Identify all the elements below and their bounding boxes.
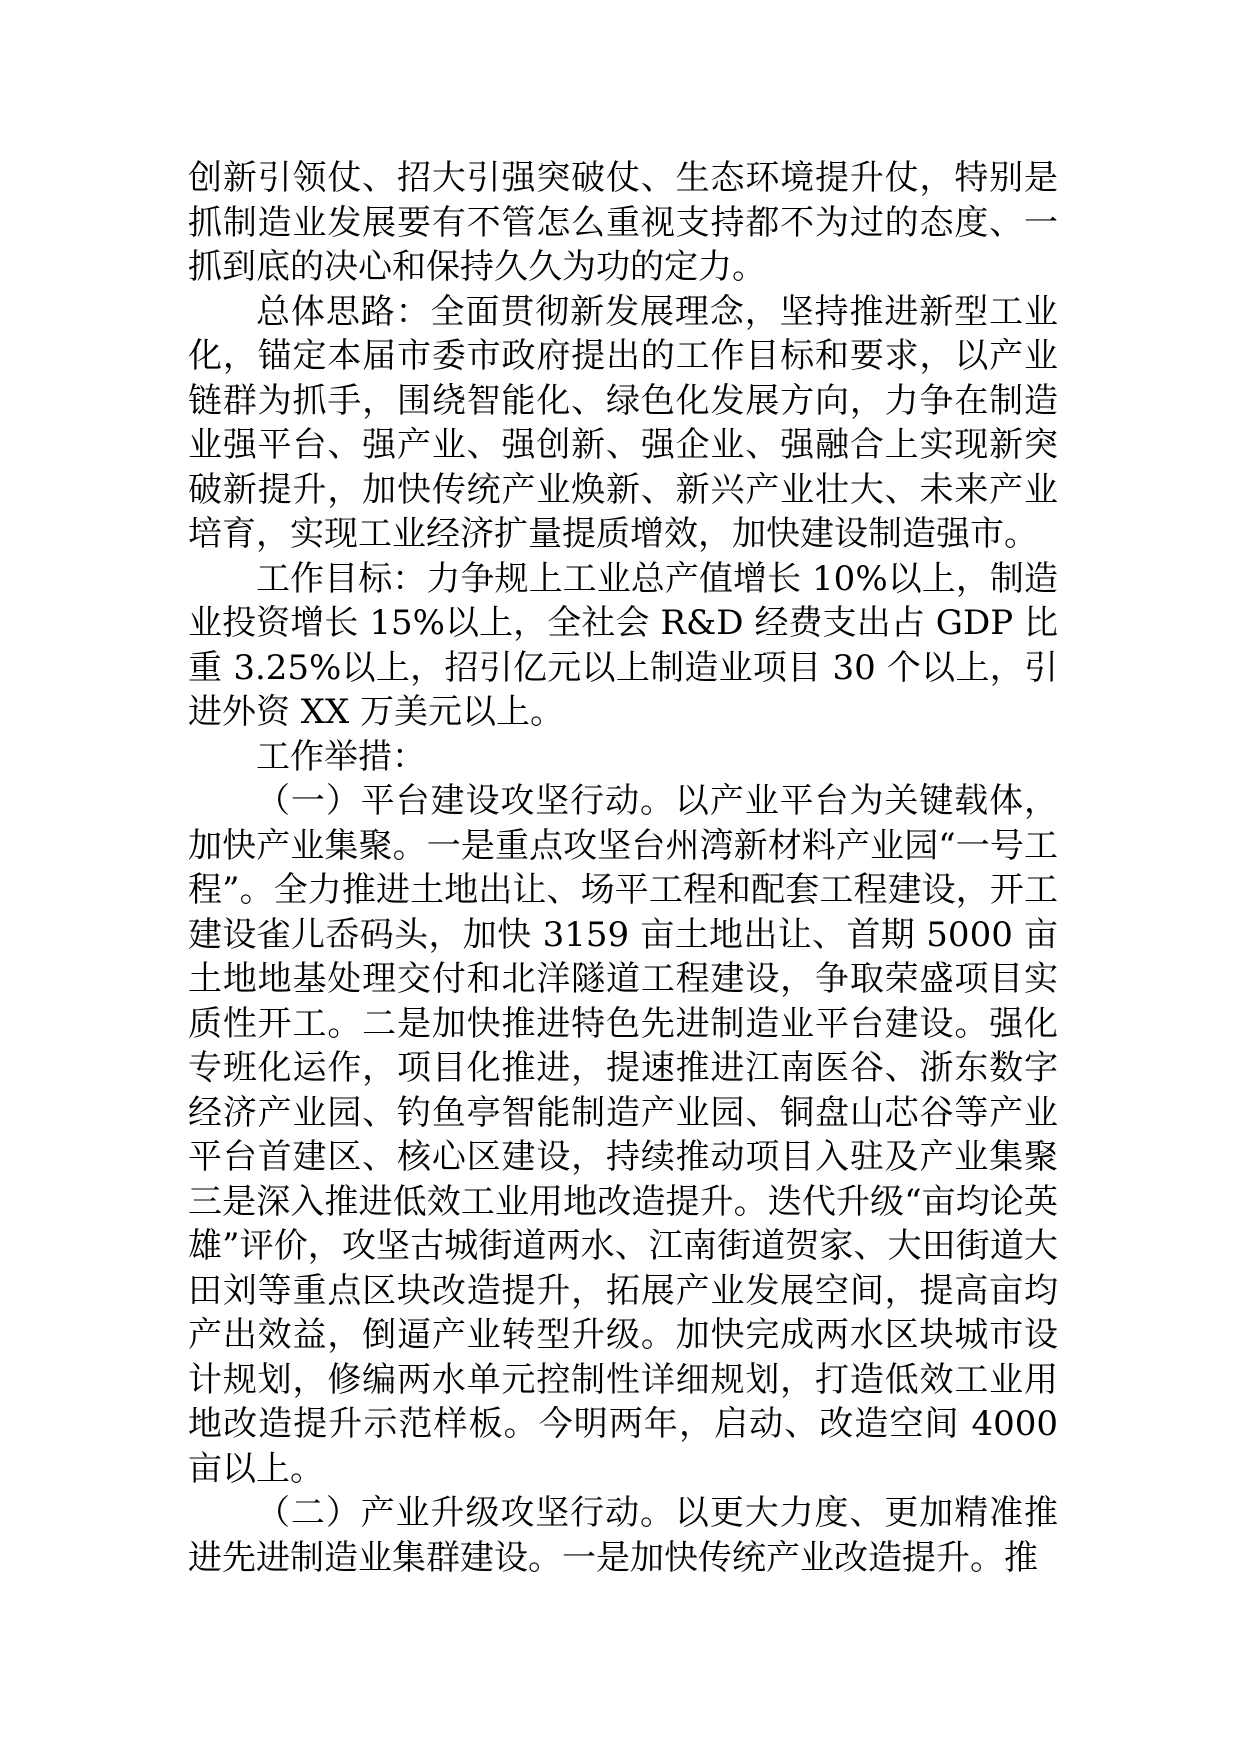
paragraph-work-goals: 工作目标：力争规上工业总产值增长 10%以上，制造业投资增长 15%以上，全社会 R&D 经费支出占 GDP 比重 3.25%以上，招引亿元以上制造业项目 30 个以上，引进外资 XX 万美元以上。 xyxy=(188,558,1058,732)
document-page xyxy=(188,156,1058,1580)
paragraph-measure-1: （一）平台建设攻坚行动。以产业平台为关键载体，加快产业集聚。一是重点攻坚台州湾新材料产业园“一号工程”。全力推进土地出让、场平工程和配套工程建设，开工建设雀儿岙码头，加快 3159 亩土地出让、首期 5000 亩土地地基处理交付和北洋隧道工程建设，争取荣盛项目实质性开工。二是加快推进特色先进制造业平台建设。强化专班化运作，项目化推进，提速推进江南医谷、浙东数字经济产业园、钓鱼亭智能制造产业园、铜盘山芯谷等产业平台首建区、核心区建设，持续推动项目入驻及产业集聚三是深入推进低效工业用地改造提升。迭代升级“亩均论英雄”评价，攻坚古城街道两水、江南街道贺家、大田街道大田刘等重点区块改造提升，拓展产业发展空间，提高亩均产出效益，倒逼产业转型升级。加快完成两水区块城市设计规划，修编两水单元控制性详细规划，打造低效工业用地改造提升示范样板。今明两年，启动、改造空间 4000 亩以上。 xyxy=(188,781,1058,1489)
paragraph-work-measures-heading: 工作举措： xyxy=(256,736,426,777)
paragraph-measure-2: （二）产业升级攻坚行动。以更大力度、更加精准推进先进制造业集群建设。一是加快传统产业改造提升。推 xyxy=(188,1493,1058,1578)
paragraph-overall-approach: 总体思路：全面贯彻新发展理念，坚持推进新型工业化，锚定本届市委市政府提出的工作目标和要求，以产业链群为抓手，围绕智能化、绿色化发展方向，力争在制造业强平台、强产业、强创新、强企业、强融合上实现新突破新提升，加快传统产业焕新、新兴产业壮大、未来产业培育，实现工业经济扩量提质增效，加快建设制造强市。 xyxy=(188,291,1058,554)
paragraph-intro-continuation: 创新引领仗、招大引强突破仗、生态环境提升仗，特别是抓制造业发展要有不管怎么重视支持都不为过的态度、一抓到底的决心和保持久久为功的定力。 xyxy=(188,158,1058,287)
